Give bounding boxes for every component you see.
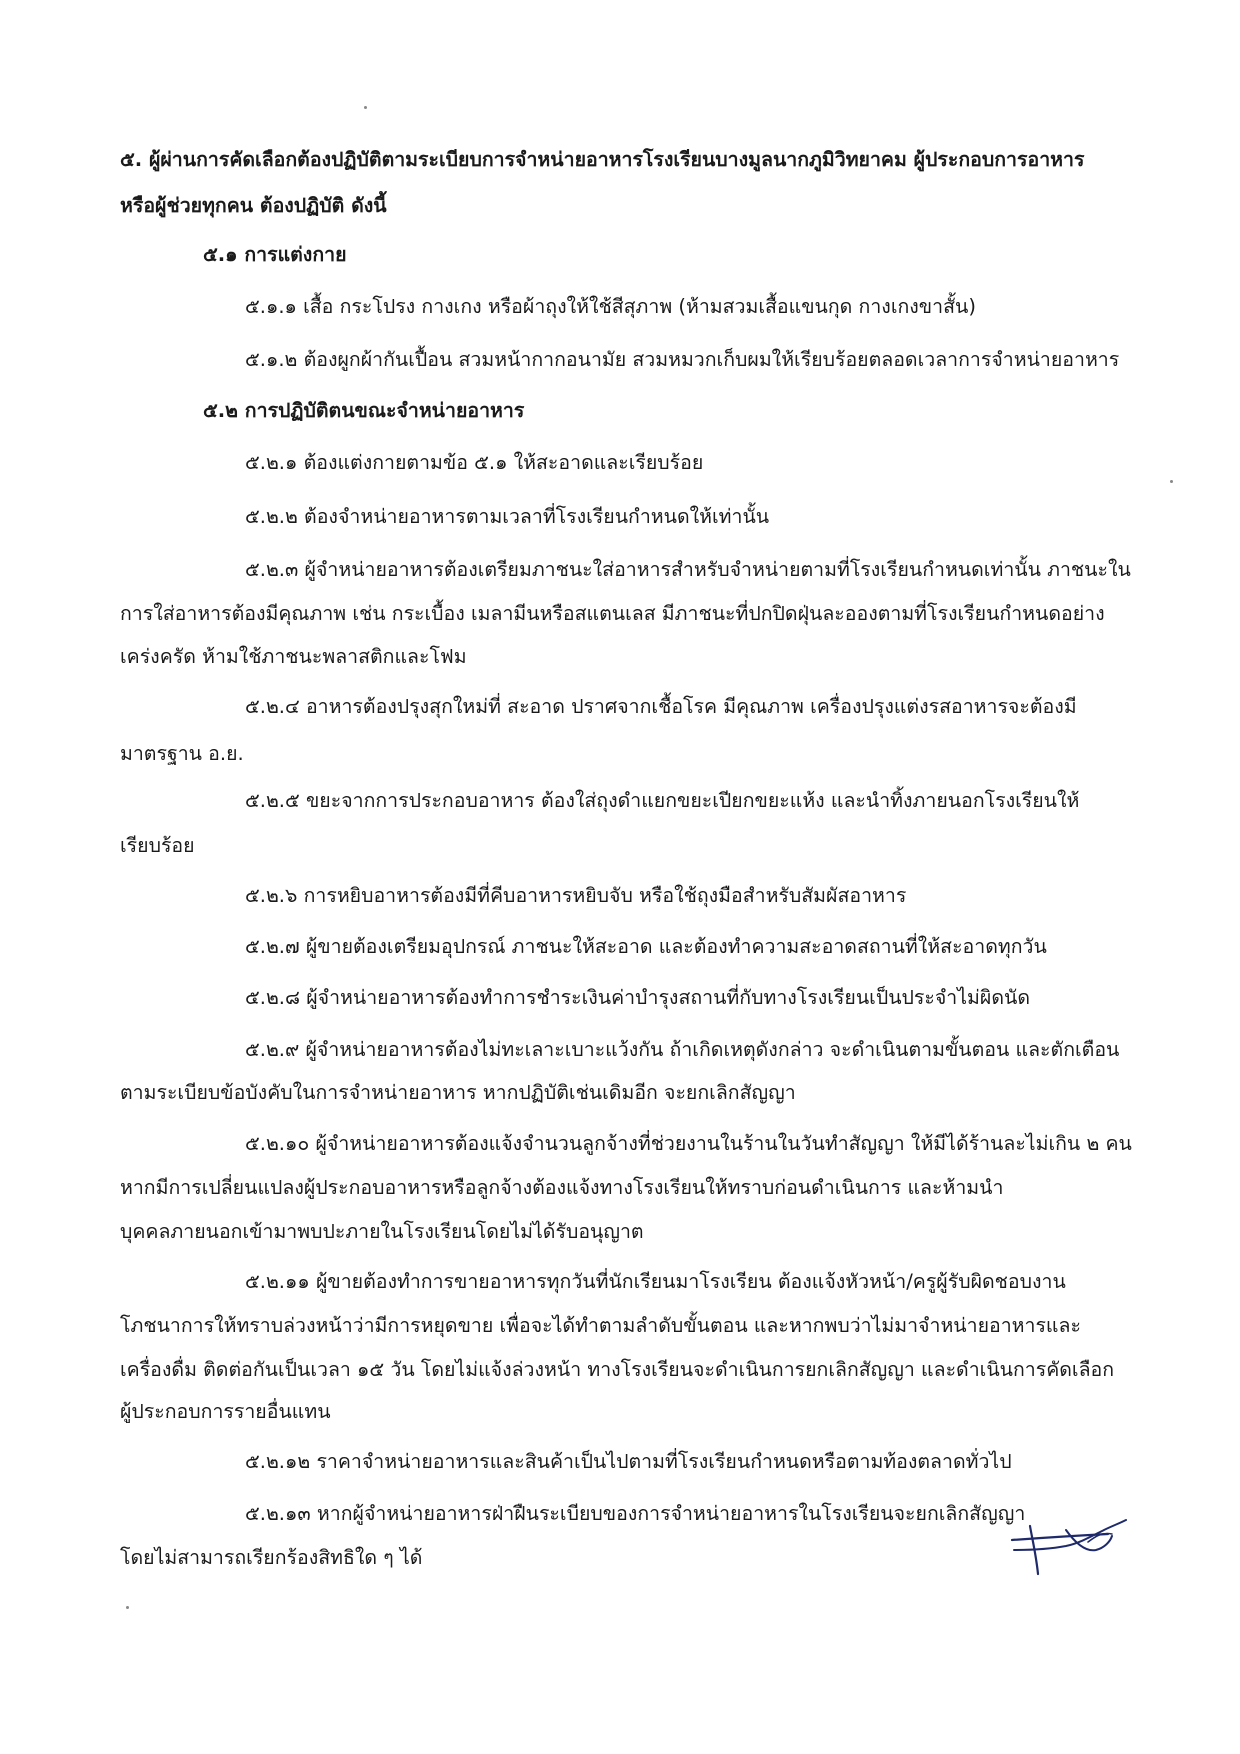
scan-speck bbox=[364, 106, 367, 109]
item-5-2-3-line-3: เคร่งครัด ห้ามใช้ภาชนะพลาสติกและโฟม bbox=[120, 645, 467, 668]
item-5-2-8-line-1: ๕.๒.๘ ผู้จำหน่ายอาหารต้องทำการชำระเงินค่าบำรุงสถานที่กับทางโรงเรียนเป็นประจำไม่ผิดนัด bbox=[245, 986, 1030, 1009]
item-5-2-11-line-3: เครื่องดื่ม ติดต่อกันเป็นเวลา ๑๕ วัน โดยไม่แจ้งล่วงหน้า ทางโรงเรียนจะดำเนินการยกเลิกสัญญา และดำเนินการคัดเลือก bbox=[120, 1358, 1115, 1381]
item-5-2-13-line-2: โดยไม่สามารถเรียกร้องสิทธิใด ๆ ได้ bbox=[120, 1546, 423, 1569]
item-5-2-9-line-2: ตามระเบียบข้อบังคับในการจำหน่ายอาหาร หากปฏิบัติเช่นเดิมอีก จะยกเลิกสัญญา bbox=[120, 1081, 796, 1104]
section-5-2-title: ๕.๒ การปฏิบัติตนขณะจำหน่ายอาหาร bbox=[203, 399, 525, 422]
item-5-2-11-line-4: ผู้ประกอบการรายอื่นแทน bbox=[120, 1400, 331, 1423]
item-5-2-13-line-1: ๕.๒.๑๓ หากผู้จำหน่ายอาหารฝ่าฝืนระเบียบของการจำหน่ายอาหารในโรงเรียนจะยกเลิกสัญญา bbox=[245, 1502, 1026, 1525]
signature-mark bbox=[1000, 1500, 1150, 1580]
item-5-2-4-line-1: ๕.๒.๔ อาหารต้องปรุงสุกใหม่ที่ สะอาด ปราศจากเชื้อโรค มีคุณภาพ เครื่องปรุงแต่งรสอาหารจะต้องมี bbox=[245, 695, 1077, 718]
item-5-2-11-line-2: โภชนาการให้ทราบล่วงหน้าว่ามีการหยุดขาย เพื่อจะได้ทำตามลำดับขั้นตอน และหากพบว่าไม่มาจำหน่ายอาหารและ bbox=[120, 1314, 1081, 1337]
item-5-2-5-line-2: เรียบร้อย bbox=[120, 834, 195, 857]
item-5-2-11-line-1: ๕.๒.๑๑ ผู้ขายต้องทำการขายอาหารทุกวันที่นักเรียนมาโรงเรียน ต้องแจ้งหัวหน้า/ครูผู้รับผิดชอบงาน bbox=[245, 1270, 1066, 1293]
item-5-2-6-line-1: ๕.๒.๖ การหยิบอาหารต้องมีที่คีบอาหารหยิบจับ หรือใช้ถุงมือสำหรับสัมผัสอาหาร bbox=[245, 884, 907, 907]
item-5-2-3-line-2: การใส่อาหารต้องมีคุณภาพ เช่น กระเบื้อง เมลามีนหรือสแตนเลส มีภาชนะที่ปกปิดฝุ่นละอองตามที่โรงเรียนกำหนดอย่าง bbox=[120, 602, 1105, 625]
item-5-1-2-line-1: ๕.๑.๒ ต้องผูกผ้ากันเปื้อน สวมหน้ากากอนามัย สวมหมวกเก็บผมให้เรียบร้อยตลอดเวลาการจำหน่ายอาหาร bbox=[245, 348, 1120, 371]
item-5-2-4-line-2: มาตรฐาน อ.ย. bbox=[120, 742, 244, 765]
item-5-1-1-line-1: ๕.๑.๑ เสื้อ กระโปรง กางเกง หรือผ้าถุงให้ใช้สีสุภาพ (ห้ามสวมเสื้อแขนกุด กางเกงขาสั้น) bbox=[245, 295, 976, 318]
item-5-2-10-line-1: ๕.๒.๑๐ ผู้จำหน่ายอาหารต้องแจ้งจำนวนลูกจ้างที่ช่วยงานในร้านในวันทำสัญญา ให้มีได้ร้านละไม่เกิน ๒ คน bbox=[245, 1132, 1132, 1155]
item-5-2-12-line-1: ๕.๒.๑๒ ราคาจำหน่ายอาหารและสินค้าเป็นไปตามที่โรงเรียนกำหนดหรือตามท้องตลาดทั่วไป bbox=[245, 1450, 1012, 1473]
scan-speck bbox=[126, 1606, 129, 1609]
section-5-1-title: ๕.๑ การแต่งกาย bbox=[203, 243, 347, 266]
item-5-2-3-line-1: ๕.๒.๓ ผู้จำหน่ายอาหารต้องเตรียมภาชนะใส่อาหารสำหรับจำหน่ายตามที่โรงเรียนกำหนดเท่านั้น ภาชนะใน bbox=[245, 558, 1131, 581]
item-5-2-9-line-1: ๕.๒.๙ ผู้จำหน่ายอาหารต้องไม่ทะเลาะเบาะแว้งกัน ถ้าเกิดเหตุดังกล่าว จะดำเนินตามขั้นตอน และตักเตือน bbox=[245, 1038, 1120, 1061]
item-5-2-2-line-1: ๕.๒.๒ ต้องจำหน่ายอาหารตามเวลาที่โรงเรียนกำหนดให้เท่านั้น bbox=[245, 505, 770, 528]
item-5-2-5-line-1: ๕.๒.๕ ขยะจากการประกอบอาหาร ต้องใส่ถุงดำแยกขยะเปียกขยะแห้ง และนำทิ้งภายนอกโรงเรียนให้ bbox=[245, 789, 1080, 812]
scan-speck bbox=[1170, 480, 1173, 483]
heading-line-1: ๕. ผู้ผ่านการคัดเลือกต้องปฏิบัติตามระเบียบการจำหน่ายอาหารโรงเรียนบางมูลนากภูมิวิทยาคม ผู้ประกอบการอาหาร bbox=[120, 148, 1085, 171]
item-5-2-1-line-1: ๕.๒.๑ ต้องแต่งกายตามข้อ ๕.๑ ให้สะอาดและเรียบร้อย bbox=[245, 451, 704, 474]
item-5-2-10-line-3: บุคคลภายนอกเข้ามาพบปะภายในโรงเรียนโดยไม่ได้รับอนุญาต bbox=[120, 1220, 644, 1243]
item-5-2-10-line-2: หากมีการเปลี่ยนแปลงผู้ประกอบอาหารหรือลูกจ้างต้องแจ้งทางโรงเรียนให้ทราบก่อนดำเนินการ และห้ามนำ bbox=[120, 1176, 1004, 1199]
item-5-2-7-line-1: ๕.๒.๗ ผู้ขายต้องเตรียมอุปกรณ์ ภาชนะให้สะอาด และต้องทำความสะอาดสถานที่ให้สะอาดทุกวัน bbox=[245, 935, 1047, 958]
heading-line-2: หรือผู้ช่วยทุกคน ต้องปฏิบัติ ดังนี้ bbox=[120, 194, 387, 217]
